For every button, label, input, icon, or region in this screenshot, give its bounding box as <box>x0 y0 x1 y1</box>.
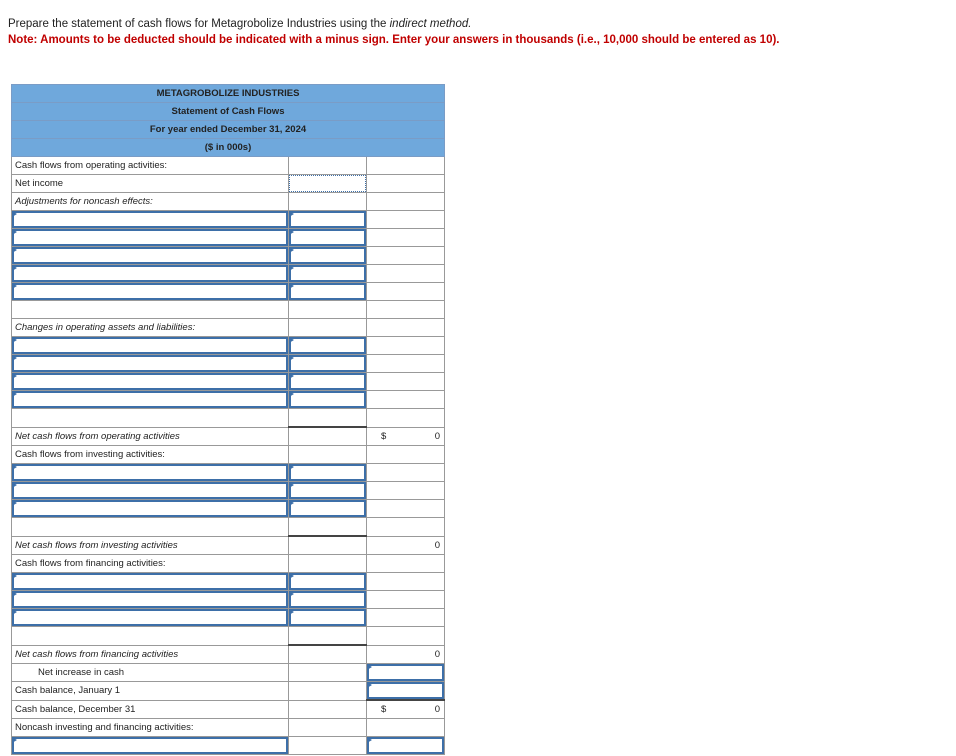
change-label-select[interactable] <box>12 337 289 355</box>
financing-amount-input[interactable] <box>289 573 367 591</box>
adjustment-amount-input[interactable] <box>289 211 367 229</box>
investing-label-select[interactable] <box>12 500 289 518</box>
net-operating-label: Net cash flows from operating activities <box>12 427 289 446</box>
financing-heading: Cash flows from financing activities: <box>12 555 289 573</box>
change-label-select[interactable] <box>12 355 289 373</box>
adjustment-label-select[interactable] <box>12 229 289 247</box>
net-investing-value: 0 <box>367 536 445 555</box>
change-amount-input[interactable] <box>289 355 367 373</box>
net-financing-value: 0 <box>367 645 445 664</box>
cash-dec-value: $ 0 <box>367 700 445 719</box>
change-amount-input[interactable] <box>289 391 367 409</box>
net-income-label: Net income <box>12 175 289 193</box>
change-label-select[interactable] <box>12 373 289 391</box>
question-text: Prepare the statement of cash flows for Metagrobolize Industries using the indirect method. <box>8 18 472 30</box>
net-financing-label: Net cash flows from financing activities <box>12 645 289 664</box>
investing-amount-input[interactable] <box>289 464 367 482</box>
changes-label: Changes in operating assets and liabilities: <box>12 319 289 337</box>
company-name: METAGROBOLIZE INDUSTRIES <box>12 85 445 103</box>
statement-units: ($ in 000s) <box>12 139 445 157</box>
statement-title: Statement of Cash Flows <box>12 103 445 121</box>
statement-period: For year ended December 31, 2024 <box>12 121 445 139</box>
net-increase-input[interactable] <box>367 664 445 682</box>
investing-label-select[interactable] <box>12 482 289 500</box>
net-operating-value: $ 0 <box>367 427 445 446</box>
net-income-input[interactable] <box>289 175 367 193</box>
cash-jan-input[interactable] <box>367 682 445 701</box>
adjustments-label: Adjustments for noncash effects: <box>12 193 289 211</box>
financing-label-select[interactable] <box>12 609 289 627</box>
noncash-heading: Noncash investing and financing activities: <box>12 719 289 737</box>
adjustment-label-select[interactable] <box>12 265 289 283</box>
adjustment-label-select[interactable] <box>12 283 289 301</box>
financing-amount-input[interactable] <box>289 591 367 609</box>
investing-label-select[interactable] <box>12 464 289 482</box>
financing-amount-input[interactable] <box>289 609 367 627</box>
adjustment-label-select[interactable] <box>12 247 289 265</box>
investing-amount-input[interactable] <box>289 482 367 500</box>
adjustment-label-select[interactable] <box>12 211 289 229</box>
change-label-select[interactable] <box>12 391 289 409</box>
adjustment-amount-input[interactable] <box>289 283 367 301</box>
change-amount-input[interactable] <box>289 337 367 355</box>
operating-heading: Cash flows from operating activities: <box>12 157 289 175</box>
cash-dec-label: Cash balance, December 31 <box>12 700 289 719</box>
adjustment-amount-input[interactable] <box>289 247 367 265</box>
investing-heading: Cash flows from investing activities: <box>12 446 289 464</box>
net-investing-label: Net cash flows from investing activities <box>12 536 289 555</box>
noncash-amount-input[interactable] <box>367 737 445 755</box>
investing-amount-input[interactable] <box>289 500 367 518</box>
net-increase-label: Net increase in cash <box>12 664 289 682</box>
adjustment-amount-input[interactable] <box>289 229 367 247</box>
note-text: Note: Amounts to be deducted should be indicated with a minus sign. Enter your answers in thousands (i.e., 10,000 should be entered as 10). <box>8 34 780 46</box>
financing-label-select[interactable] <box>12 573 289 591</box>
change-amount-input[interactable] <box>289 373 367 391</box>
instructions <box>8 17 908 48</box>
cropped-header-text <box>6 0 66 4</box>
cash-jan-label: Cash balance, January 1 <box>12 682 289 701</box>
financing-label-select[interactable] <box>12 591 289 609</box>
noncash-label-select[interactable] <box>12 737 289 755</box>
adjustment-amount-input[interactable] <box>289 265 367 283</box>
cash-flow-statement-table <box>11 84 445 755</box>
